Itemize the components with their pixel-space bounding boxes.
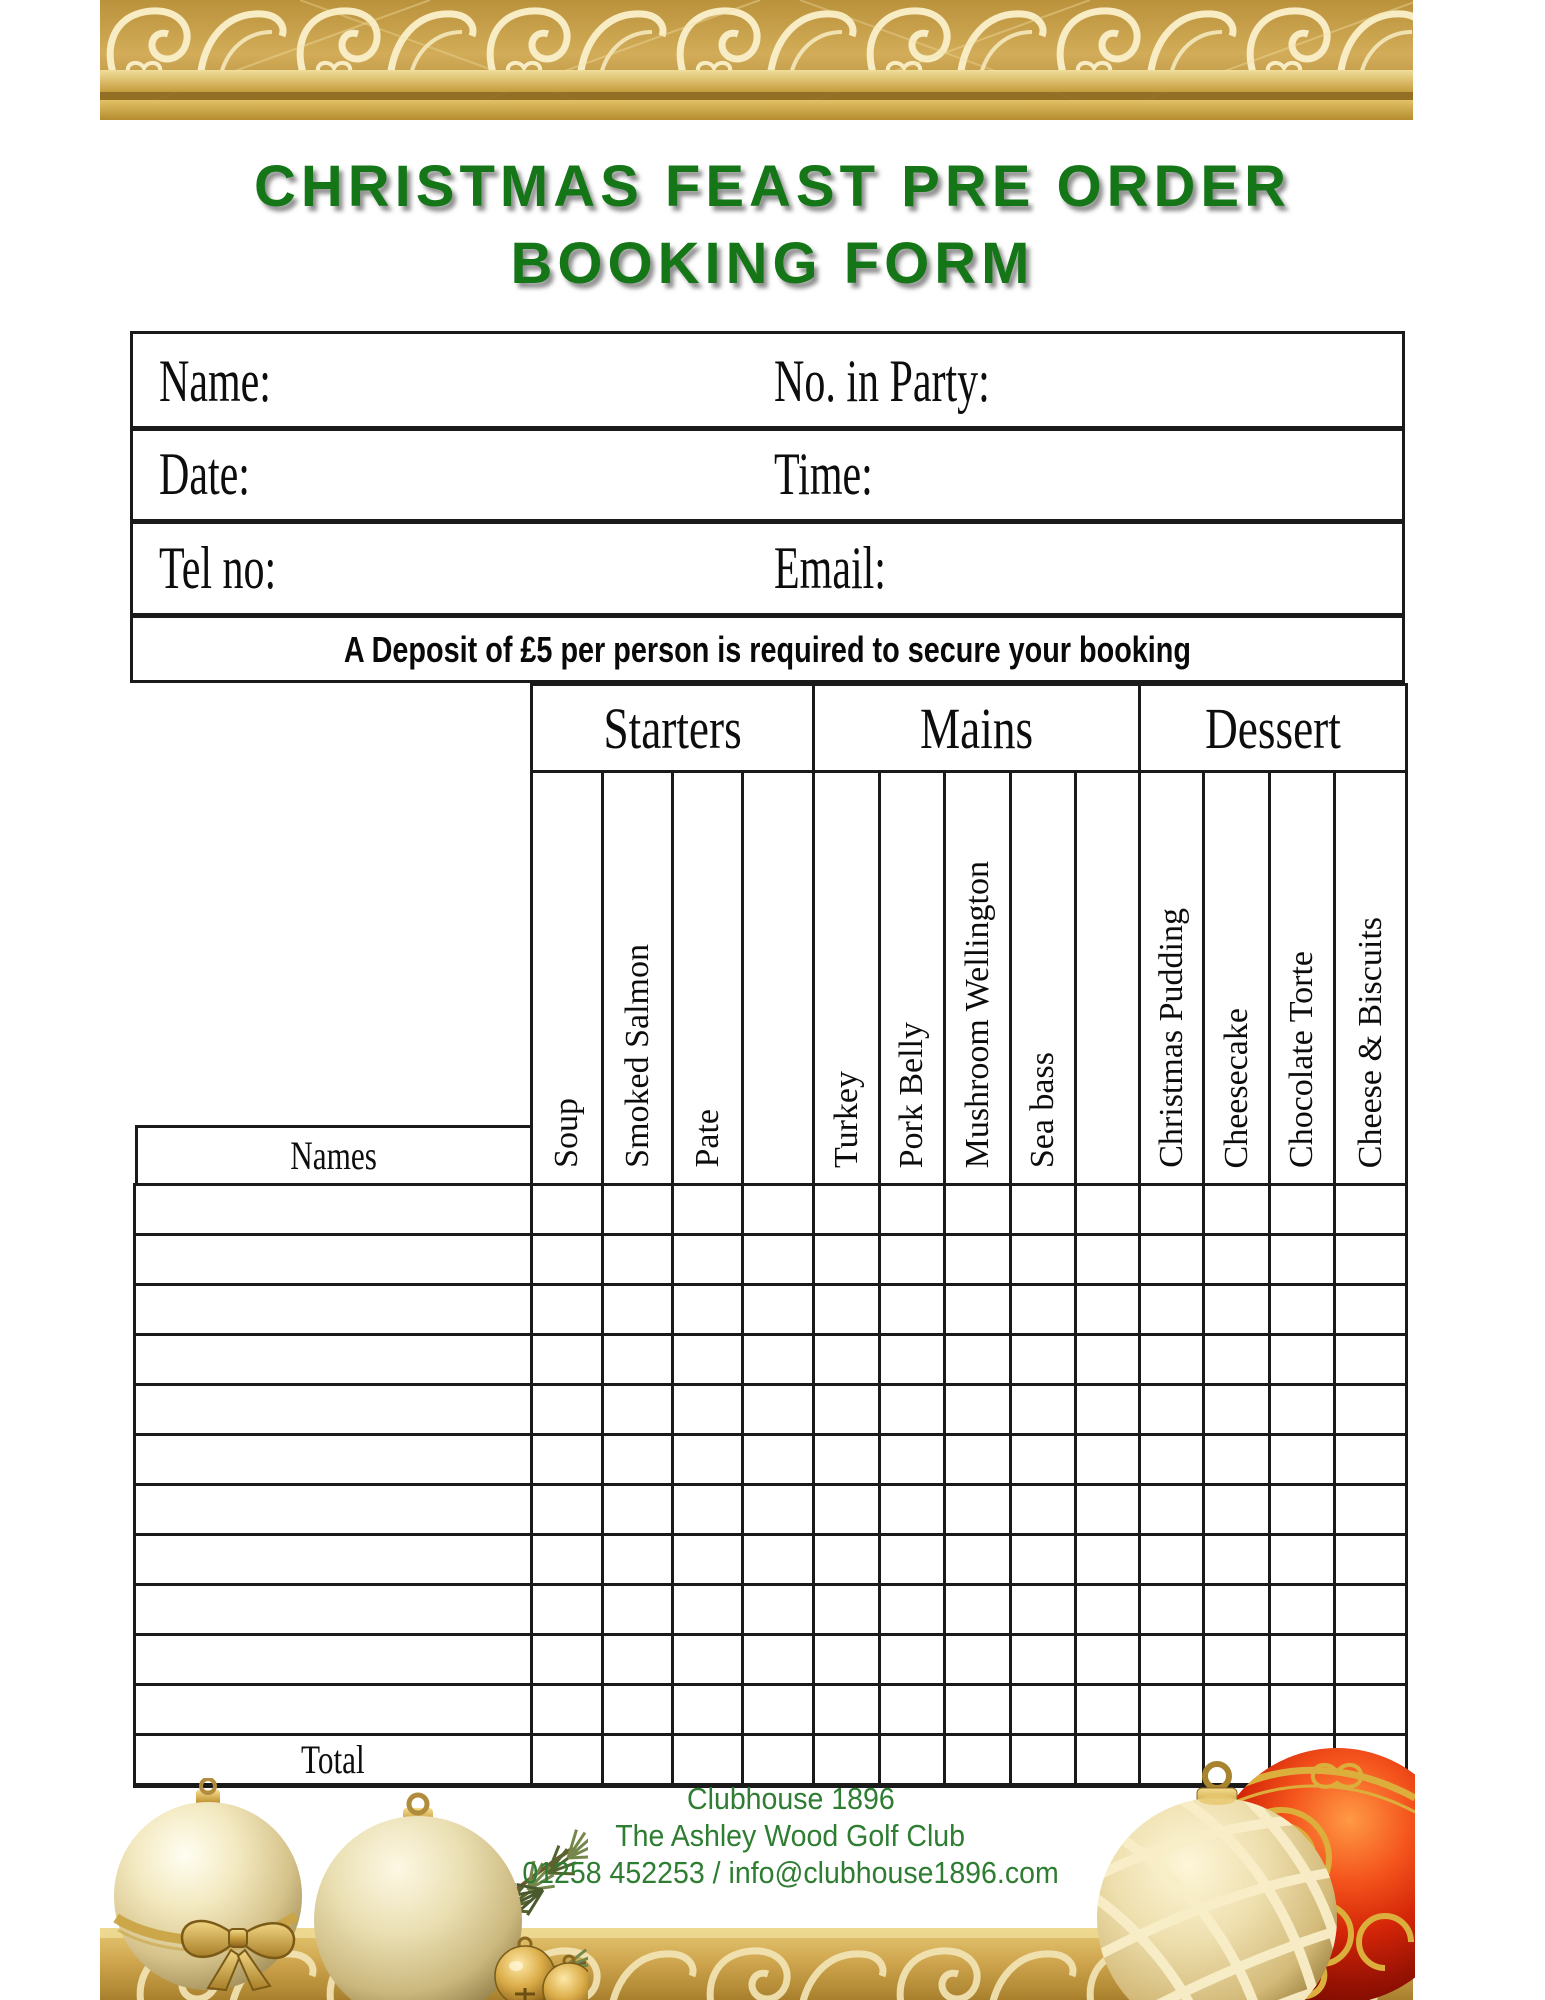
grid-cell-r4c5[interactable] <box>814 1335 880 1385</box>
footer-club-name: The Ashley Wood Golf Club <box>615 1818 966 1853</box>
grid-cell-r3c2[interactable] <box>603 1285 673 1335</box>
grid-cell-r5c10[interactable] <box>1140 1385 1204 1435</box>
grid-cell-r6c10[interactable] <box>1140 1435 1204 1485</box>
grid-cell-r4c4[interactable] <box>743 1335 814 1385</box>
menu-column-label: Pork Belly <box>893 1021 931 1168</box>
menu-column-label: Christmas Pudding <box>1152 908 1190 1168</box>
grid-cell-r9c13[interactable] <box>1335 1585 1407 1635</box>
grid-cell-r8c5[interactable] <box>814 1535 880 1585</box>
form-row-tel-email <box>133 519 1402 613</box>
grid-cell-r11c2[interactable] <box>603 1685 673 1735</box>
grid-cell-r3c5[interactable] <box>814 1285 880 1335</box>
footer-venue-name: Clubhouse 1896 <box>686 1781 895 1816</box>
grid-cell-r10c6[interactable] <box>880 1635 945 1685</box>
grid-cell-r10c10[interactable] <box>1140 1635 1204 1685</box>
grid-cell-r8c3[interactable] <box>673 1535 743 1585</box>
guest-row-8 <box>135 1535 1407 1585</box>
grid-cell-r3c9[interactable] <box>1076 1285 1140 1335</box>
grid-cell-r3c8[interactable] <box>1011 1285 1076 1335</box>
email-input-area[interactable] <box>1047 524 1402 613</box>
grid-cell-r1c7[interactable] <box>945 1185 1011 1235</box>
grid-cell-r5c12[interactable] <box>1270 1385 1335 1435</box>
grid-cell-r7c11[interactable] <box>1204 1485 1270 1535</box>
grid-cell-r9c4[interactable] <box>743 1585 814 1635</box>
grid-cell-r6c6[interactable] <box>880 1435 945 1485</box>
grid-cell-r2c5[interactable] <box>814 1235 880 1285</box>
grid-cell-r1c11[interactable] <box>1204 1185 1270 1235</box>
total-cell-c4[interactable] <box>743 1735 814 1786</box>
grid-cell-r3c4[interactable] <box>743 1285 814 1335</box>
name-entry-cell-r6[interactable] <box>135 1435 532 1485</box>
grid-cell-r4c12[interactable] <box>1270 1335 1335 1385</box>
grid-cell-r11c7[interactable] <box>945 1685 1011 1735</box>
menu-column-label: Chocolate Torte <box>1283 951 1321 1168</box>
grid-cell-r5c8[interactable] <box>1011 1385 1076 1435</box>
grid-cell-r11c13[interactable] <box>1335 1685 1407 1735</box>
total-cell-c6[interactable] <box>880 1735 945 1786</box>
contact-form-box <box>130 331 1405 683</box>
name-input-area[interactable] <box>363 334 761 426</box>
grid-cell-r10c13[interactable] <box>1335 1635 1407 1685</box>
menu-column-label: Cheese & Biscuits <box>1351 916 1389 1168</box>
grid-cell-r9c9[interactable] <box>1076 1585 1140 1635</box>
total-cell-c5[interactable] <box>814 1735 880 1786</box>
grid-cell-r8c10[interactable] <box>1140 1535 1204 1585</box>
total-cell-c7[interactable] <box>945 1735 1011 1786</box>
menu-group-label: Starters <box>603 695 742 761</box>
deposit-note: A Deposit of £5 per person is required to secure your booking <box>343 628 1192 670</box>
menu-column-pork-belly <box>880 772 945 1185</box>
grid-cell-r1c13[interactable] <box>1335 1185 1407 1235</box>
grid-cell-r5c9[interactable] <box>1076 1385 1140 1435</box>
grid-cell-r9c3[interactable] <box>673 1585 743 1635</box>
grid-cell-r5c5[interactable] <box>814 1385 880 1435</box>
grid-cell-r6c1[interactable] <box>532 1435 603 1485</box>
grid-cell-r6c8[interactable] <box>1011 1435 1076 1485</box>
grid-cell-r11c11[interactable] <box>1204 1685 1270 1735</box>
grid-cell-r2c8[interactable] <box>1011 1235 1076 1285</box>
name-entry-cell-r1[interactable] <box>135 1185 532 1235</box>
grid-cell-r8c7[interactable] <box>945 1535 1011 1585</box>
party-label: No. in Party: <box>773 348 990 414</box>
grid-cell-r5c2[interactable] <box>603 1385 673 1435</box>
grid-cell-r9c1[interactable] <box>532 1585 603 1635</box>
guest-row-11 <box>135 1685 1407 1735</box>
menu-column-label: Smoked Salmon <box>618 944 656 1168</box>
grid-cell-r11c6[interactable] <box>880 1685 945 1735</box>
grid-cell-r6c4[interactable] <box>743 1435 814 1485</box>
name-entry-cell-r8[interactable] <box>135 1535 532 1585</box>
grid-cell-r3c6[interactable] <box>880 1285 945 1335</box>
gold-damask-banner-icon <box>100 0 1413 120</box>
grid-cell-r11c4[interactable] <box>743 1685 814 1735</box>
grid-cell-r4c6[interactable] <box>880 1335 945 1385</box>
grid-cell-r1c12[interactable] <box>1270 1185 1335 1235</box>
deposit-row <box>133 613 1402 681</box>
guest-row-7 <box>135 1485 1407 1535</box>
grid-cell-r11c5[interactable] <box>814 1685 880 1735</box>
menu-group-label: Mains <box>920 695 1034 761</box>
names-spacer <box>135 685 532 772</box>
grid-cell-r3c12[interactable] <box>1270 1285 1335 1335</box>
grid-cell-r5c3[interactable] <box>673 1385 743 1435</box>
grid-cell-r11c9[interactable] <box>1076 1685 1140 1735</box>
guest-row-6 <box>135 1435 1407 1485</box>
grid-cell-r1c6[interactable] <box>880 1185 945 1235</box>
grid-cell-r7c6[interactable] <box>880 1485 945 1535</box>
time-input-area[interactable] <box>1047 431 1402 519</box>
grid-cell-r2c6[interactable] <box>880 1235 945 1285</box>
grid-cell-r1c2[interactable] <box>603 1185 673 1235</box>
grid-cell-r3c10[interactable] <box>1140 1285 1204 1335</box>
tel-input-area[interactable] <box>363 524 761 613</box>
menu-column-mushroom-wellington <box>945 772 1011 1185</box>
grid-cell-r10c3[interactable] <box>673 1635 743 1685</box>
time-label: Time: <box>773 441 873 507</box>
grid-cell-r7c8[interactable] <box>1011 1485 1076 1535</box>
name-entry-cell-r11[interactable] <box>135 1685 532 1735</box>
grid-cell-r10c2[interactable] <box>603 1635 673 1685</box>
grid-cell-r2c11[interactable] <box>1204 1235 1270 1285</box>
grid-cell-r8c4[interactable] <box>743 1535 814 1585</box>
names-header-cell <box>135 772 532 1185</box>
grid-cell-r4c8[interactable] <box>1011 1335 1076 1385</box>
grid-cell-r5c4[interactable] <box>743 1385 814 1435</box>
grid-cell-r5c6[interactable] <box>880 1385 945 1435</box>
grid-cell-r8c11[interactable] <box>1204 1535 1270 1585</box>
grid-cell-r9c10[interactable] <box>1140 1585 1204 1635</box>
grid-cell-r10c11[interactable] <box>1204 1635 1270 1685</box>
menu-column-sea-bass <box>1011 772 1076 1185</box>
guest-row-10 <box>135 1635 1407 1685</box>
grid-cell-r4c3[interactable] <box>673 1335 743 1385</box>
guest-row-1 <box>135 1185 1407 1235</box>
grid-cell-r9c8[interactable] <box>1011 1585 1076 1635</box>
grid-cell-r6c5[interactable] <box>814 1435 880 1485</box>
grid-cell-r3c11[interactable] <box>1204 1285 1270 1335</box>
menu-column-label: Mushroom Wellington <box>958 860 996 1168</box>
grid-cell-r8c12[interactable] <box>1270 1535 1335 1585</box>
page-title <box>0 148 1545 302</box>
menu-column-blank <box>743 772 814 1185</box>
grid-cell-r8c13[interactable] <box>1335 1535 1407 1585</box>
grid-cell-r7c12[interactable] <box>1270 1485 1335 1535</box>
grid-cell-r2c13[interactable] <box>1335 1235 1407 1285</box>
menu-group-header-dessert <box>1140 685 1407 772</box>
grid-cell-r10c7[interactable] <box>945 1635 1011 1685</box>
menu-column-christmas-pudding <box>1140 772 1204 1185</box>
grid-cell-r6c11[interactable] <box>1204 1435 1270 1485</box>
menu-column-pate <box>673 772 743 1185</box>
grid-cell-r3c3[interactable] <box>673 1285 743 1335</box>
grid-cell-r11c3[interactable] <box>673 1685 743 1735</box>
guest-row-2 <box>135 1235 1407 1285</box>
grid-cell-r8c1[interactable] <box>532 1535 603 1585</box>
menu-grid-wrap <box>133 683 1408 1788</box>
grid-cell-r4c7[interactable] <box>945 1335 1011 1385</box>
date-label: Date: <box>159 441 250 507</box>
grid-cell-r2c10[interactable] <box>1140 1235 1204 1285</box>
grid-cell-r5c11[interactable] <box>1204 1385 1270 1435</box>
guest-row-3 <box>135 1285 1407 1335</box>
grid-cell-r7c9[interactable] <box>1076 1485 1140 1535</box>
date-input-area[interactable] <box>363 431 761 519</box>
grid-cell-r10c9[interactable] <box>1076 1635 1140 1685</box>
grid-cell-r1c1[interactable] <box>532 1185 603 1235</box>
menu-column-chocolate-torte <box>1270 772 1335 1185</box>
title-line2: BOOKING FORM <box>510 231 1035 296</box>
name-entry-cell-r5[interactable] <box>135 1385 532 1435</box>
grid-cell-r10c1[interactable] <box>532 1635 603 1685</box>
menu-column-cheese-biscuits <box>1335 772 1407 1185</box>
form-row-name-party <box>133 334 1402 426</box>
grid-cell-r6c7[interactable] <box>945 1435 1011 1485</box>
grid-cell-r5c7[interactable] <box>945 1385 1011 1435</box>
grid-cell-r11c8[interactable] <box>1011 1685 1076 1735</box>
name-entry-cell-r9[interactable] <box>135 1585 532 1635</box>
menu-column-label: Pate <box>688 1109 726 1168</box>
party-input-area[interactable] <box>1047 334 1402 426</box>
grid-cell-r7c7[interactable] <box>945 1485 1011 1535</box>
grid-cell-r7c13[interactable] <box>1335 1485 1407 1535</box>
menu-column-label: Turkey <box>827 1071 865 1168</box>
grid-cell-r6c12[interactable] <box>1270 1435 1335 1485</box>
grid-cell-r7c3[interactable] <box>673 1485 743 1535</box>
grid-cell-r1c9[interactable] <box>1076 1185 1140 1235</box>
grid-cell-r1c4[interactable] <box>743 1185 814 1235</box>
title-line1: CHRISTMAS FEAST PRE ORDER <box>254 154 1291 219</box>
menu-column-label: Sea bass <box>1024 1051 1062 1168</box>
menu-group-label: Dessert <box>1205 695 1341 761</box>
guest-row-5 <box>135 1385 1407 1435</box>
grid-cell-r10c8[interactable] <box>1011 1635 1076 1685</box>
grid-cell-r6c13[interactable] <box>1335 1435 1407 1485</box>
menu-column-cheesecake <box>1204 772 1270 1185</box>
grid-cell-r5c1[interactable] <box>532 1385 603 1435</box>
grid-cell-r4c1[interactable] <box>532 1335 603 1385</box>
grid-cell-r6c2[interactable] <box>603 1435 673 1485</box>
grid-cell-r2c7[interactable] <box>945 1235 1011 1285</box>
menu-column-label: Soup <box>548 1098 585 1168</box>
menu-group-header-starters <box>532 685 814 772</box>
form-row-date-time <box>133 426 1402 519</box>
grid-cell-r8c9[interactable] <box>1076 1535 1140 1585</box>
names-header-label: Names <box>290 1133 378 1178</box>
total-cell-c3[interactable] <box>673 1735 743 1786</box>
menu-group-header-mains <box>814 685 1140 772</box>
grid-cell-r4c11[interactable] <box>1204 1335 1270 1385</box>
grid-cell-r3c1[interactable] <box>532 1285 603 1335</box>
grid-cell-r11c10[interactable] <box>1140 1685 1204 1735</box>
grid-cell-r2c4[interactable] <box>743 1235 814 1285</box>
name-label: Name: <box>159 348 271 414</box>
name-entry-cell-r7[interactable] <box>135 1485 532 1535</box>
menu-column-smoked-salmon <box>603 772 673 1185</box>
grid-cell-r1c5[interactable] <box>814 1185 880 1235</box>
grid-cell-r2c12[interactable] <box>1270 1235 1335 1285</box>
footer-contact-info: 01258 452253 / info@clubhouse1896.com <box>522 1855 1059 1890</box>
grid-cell-r4c9[interactable] <box>1076 1335 1140 1385</box>
grid-cell-r2c2[interactable] <box>603 1235 673 1285</box>
grid-cell-r10c4[interactable] <box>743 1635 814 1685</box>
name-entry-cell-r3[interactable] <box>135 1285 532 1335</box>
name-entry-cell-r4[interactable] <box>135 1335 532 1385</box>
grid-cell-r1c8[interactable] <box>1011 1185 1076 1235</box>
grid-cell-r8c6[interactable] <box>880 1535 945 1585</box>
menu-column-soup <box>532 772 603 1185</box>
grid-cell-r10c12[interactable] <box>1270 1635 1335 1685</box>
grid-cell-r9c11[interactable] <box>1204 1585 1270 1635</box>
name-entry-cell-r10[interactable] <box>135 1635 532 1685</box>
menu-column-label: Cheesecake <box>1217 1007 1255 1168</box>
grid-cell-r11c12[interactable] <box>1270 1685 1335 1735</box>
grid-cell-r7c10[interactable] <box>1140 1485 1204 1535</box>
grid-cell-r4c13[interactable] <box>1335 1335 1407 1385</box>
tel-label: Tel no: <box>159 535 277 601</box>
grid-cell-r4c2[interactable] <box>603 1335 673 1385</box>
grid-cell-r4c10[interactable] <box>1140 1335 1204 1385</box>
grid-cell-r9c12[interactable] <box>1270 1585 1335 1635</box>
total-cell-c8[interactable] <box>1011 1735 1076 1786</box>
grid-cell-r10c5[interactable] <box>814 1635 880 1685</box>
grid-cell-r9c2[interactable] <box>603 1585 673 1635</box>
menu-column-turkey <box>814 772 880 1185</box>
grid-cell-r7c5[interactable] <box>814 1485 880 1535</box>
grid-cell-r5c13[interactable] <box>1335 1385 1407 1435</box>
grid-cell-r9c6[interactable] <box>880 1585 945 1635</box>
grid-cell-r7c4[interactable] <box>743 1485 814 1535</box>
names-header-box <box>135 1125 531 1183</box>
grid-cell-r3c7[interactable] <box>945 1285 1011 1335</box>
guest-row-4 <box>135 1335 1407 1385</box>
grid-cell-r7c2[interactable] <box>603 1485 673 1535</box>
grid-cell-r9c7[interactable] <box>945 1585 1011 1635</box>
grid-cell-r11c1[interactable] <box>532 1685 603 1735</box>
grid-cell-r8c8[interactable] <box>1011 1535 1076 1585</box>
menu-table <box>133 683 1408 1788</box>
email-label: Email: <box>773 535 886 601</box>
top-gold-banner <box>100 0 1413 120</box>
footer <box>0 1780 1545 1891</box>
grid-cell-r1c10[interactable] <box>1140 1185 1204 1235</box>
grid-cell-r6c9[interactable] <box>1076 1435 1140 1485</box>
total-label: Total <box>301 1737 365 1782</box>
grid-cell-r2c1[interactable] <box>532 1235 603 1285</box>
menu-column-blank <box>1076 772 1140 1185</box>
grid-cell-r9c5[interactable] <box>814 1585 880 1635</box>
grid-cell-r3c13[interactable] <box>1335 1285 1407 1335</box>
grid-cell-r2c3[interactable] <box>673 1235 743 1285</box>
grid-cell-r7c1[interactable] <box>532 1485 603 1535</box>
grid-cell-r2c9[interactable] <box>1076 1235 1140 1285</box>
grid-cell-r8c2[interactable] <box>603 1535 673 1585</box>
grid-cell-r1c3[interactable] <box>673 1185 743 1235</box>
grid-cell-r6c3[interactable] <box>673 1435 743 1485</box>
total-cell-c2[interactable] <box>603 1735 673 1786</box>
guest-row-9 <box>135 1585 1407 1635</box>
name-entry-cell-r2[interactable] <box>135 1235 532 1285</box>
